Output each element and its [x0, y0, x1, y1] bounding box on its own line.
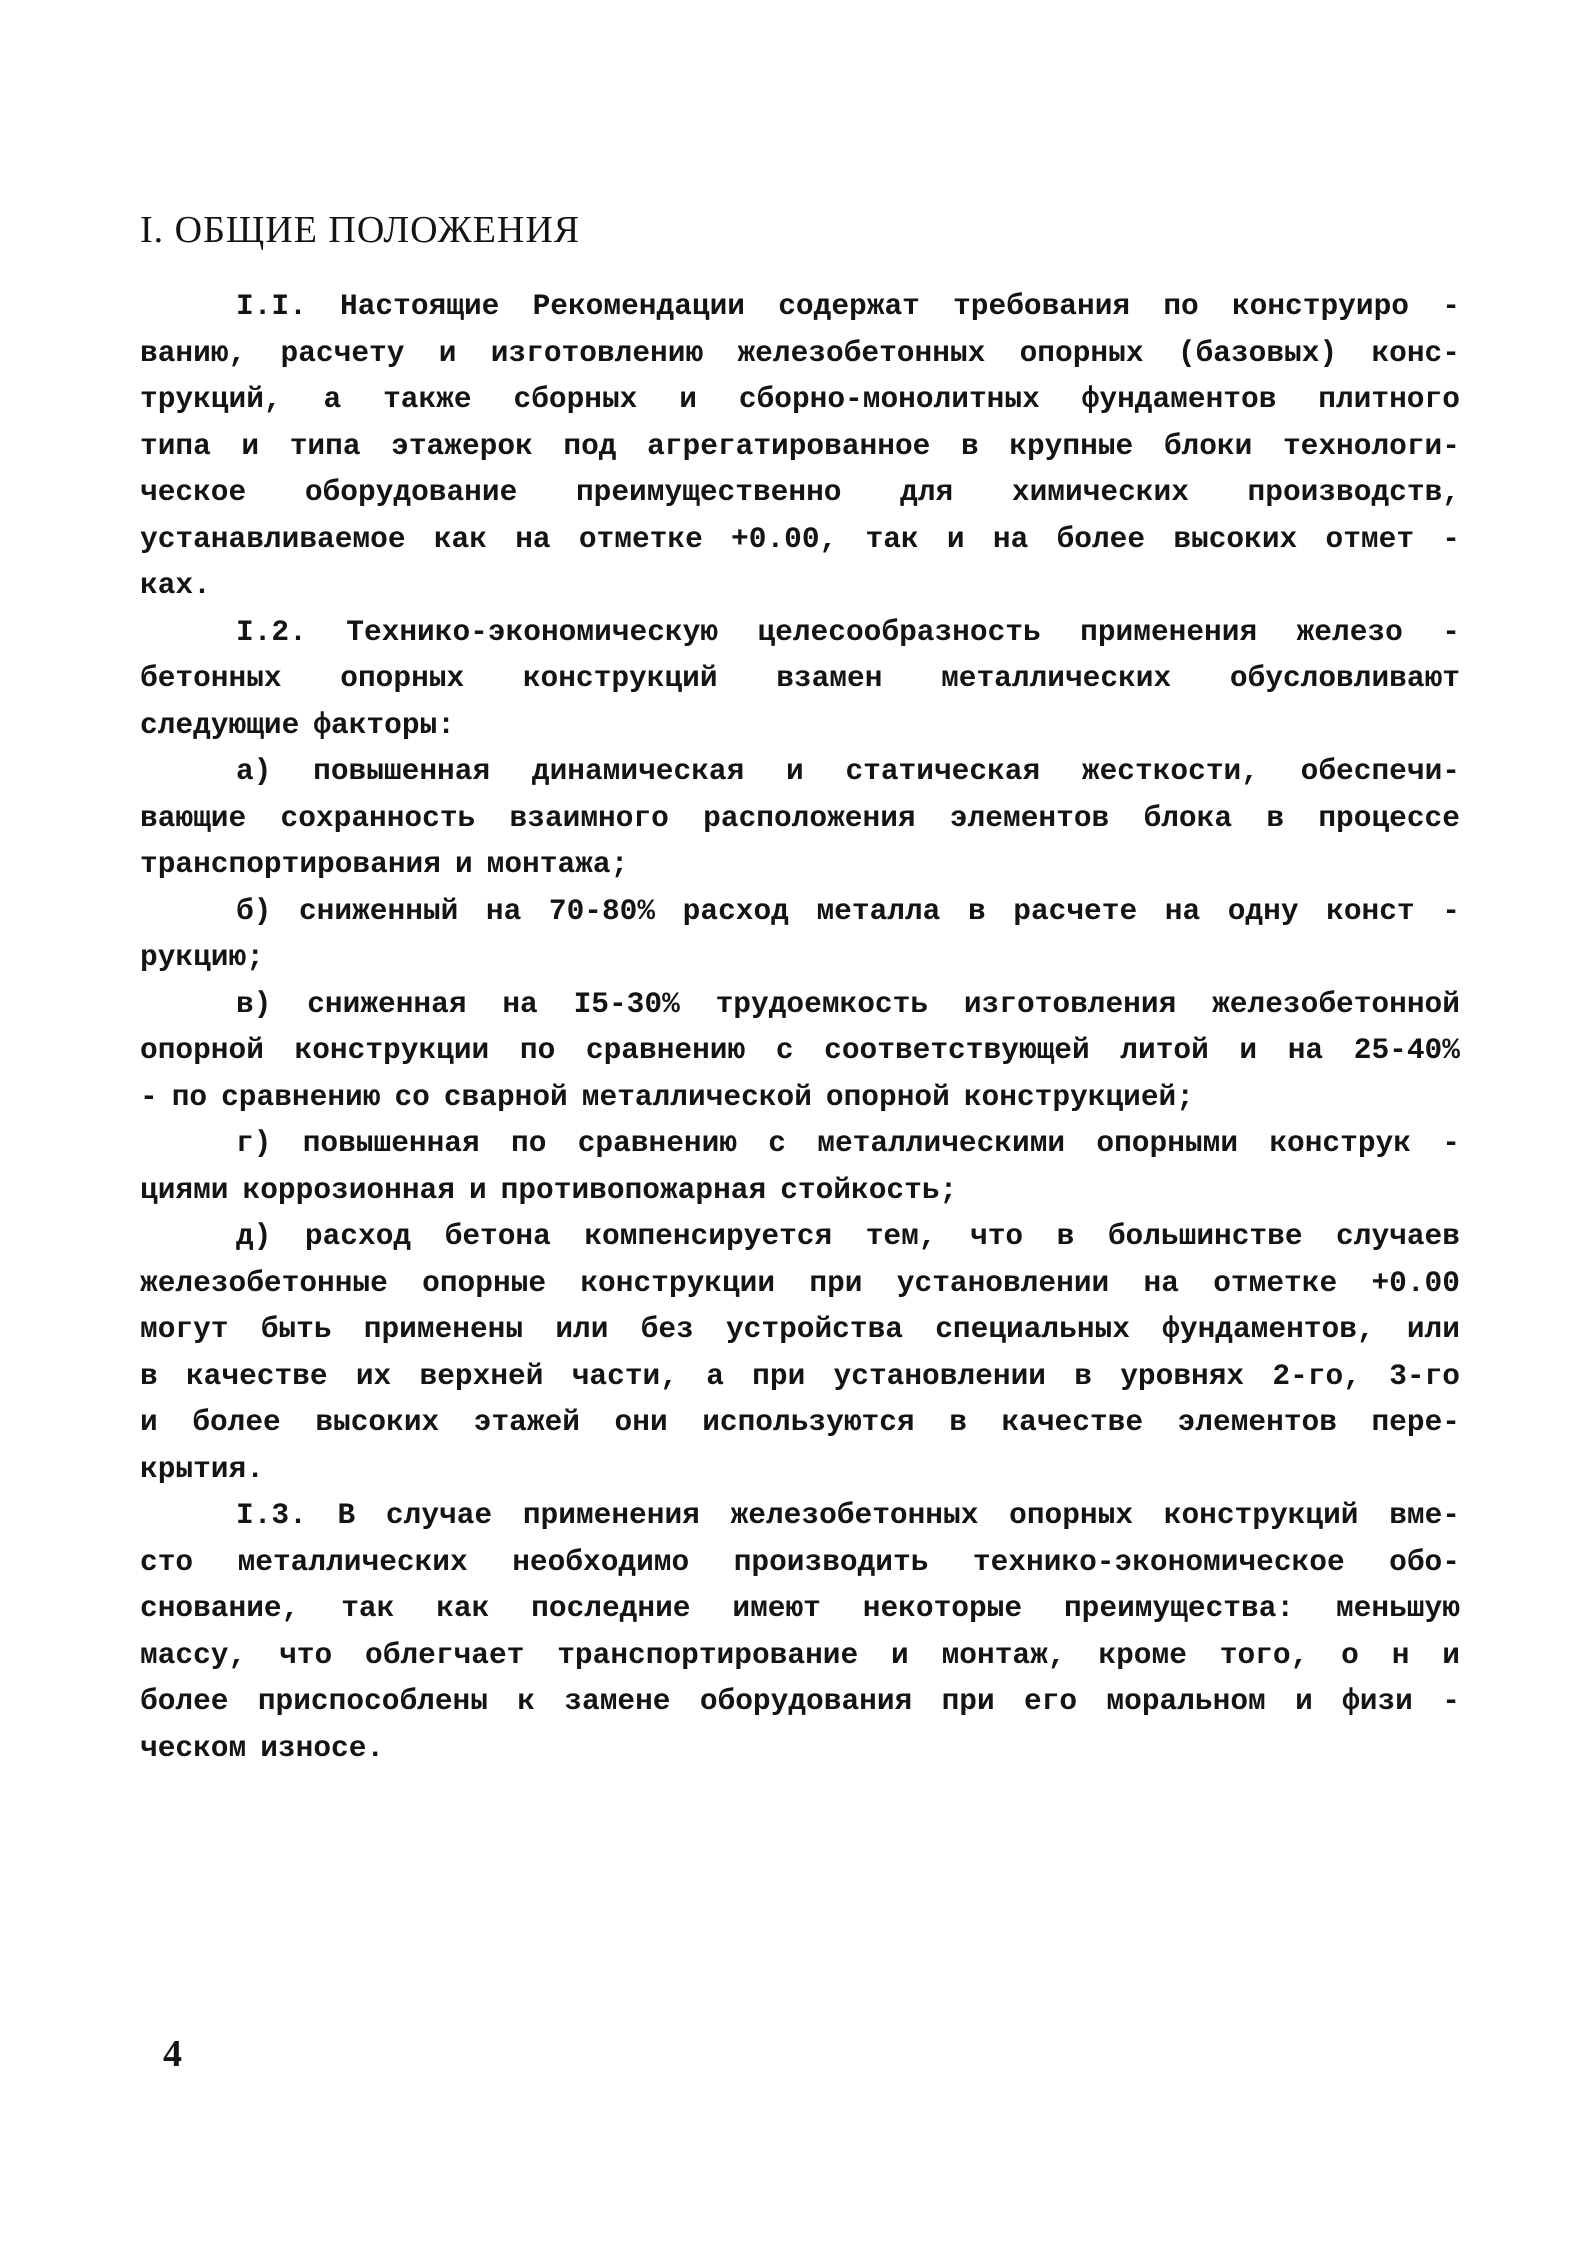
word: и — [1442, 1637, 1460, 1672]
word: приспособлены — [257, 1684, 488, 1718]
word: без — [640, 1312, 694, 1346]
word: в — [967, 893, 986, 928]
word: того, — [1219, 1637, 1309, 1672]
word: I.3. — [236, 1498, 307, 1532]
word: Технико-экономическую — [346, 614, 719, 649]
word: бетонных — [140, 661, 282, 695]
word: опорными — [1096, 1126, 1239, 1160]
word: д) — [236, 1219, 272, 1253]
word: оборудования — [699, 1684, 913, 1718]
word: специальных — [935, 1312, 1130, 1346]
word: конструкций — [522, 661, 718, 695]
text-line — [140, 376, 1460, 423]
word: последние — [531, 1591, 691, 1625]
text-line — [140, 1399, 1460, 1446]
word: его — [1024, 1684, 1078, 1718]
word: рукцию; — [140, 940, 264, 974]
word: с — [775, 1033, 794, 1067]
word: - — [1442, 893, 1460, 928]
word: высоких — [1173, 521, 1298, 556]
word: одну — [1227, 893, 1299, 928]
text-line — [140, 702, 1460, 749]
text-line — [140, 1632, 1460, 1679]
word: применения — [522, 1498, 700, 1532]
word: на — [1143, 1265, 1179, 1300]
word: и — [679, 382, 697, 416]
text-line — [140, 609, 1460, 656]
word: устройства — [725, 1312, 903, 1346]
word: и — [241, 428, 260, 463]
word: быть — [260, 1312, 332, 1346]
word: опорных — [1009, 1498, 1134, 1532]
word: сравнению — [221, 1079, 381, 1114]
word: сравнению — [577, 1126, 738, 1160]
word: - — [1442, 1684, 1460, 1718]
word: они — [614, 1405, 668, 1439]
word: установлении — [896, 1265, 1110, 1300]
word: трудоемкость — [715, 986, 929, 1021]
word: железобетонных — [730, 1498, 979, 1532]
word: и — [438, 335, 457, 370]
word: по — [1163, 289, 1199, 323]
word: железобетонной — [1212, 986, 1460, 1021]
word: и — [1295, 1684, 1313, 1718]
word: установлении — [833, 1358, 1046, 1393]
word: - — [1442, 289, 1460, 323]
text-line — [140, 1539, 1460, 1586]
text-line — [140, 795, 1460, 842]
word: процессе — [1318, 800, 1460, 835]
word: требования — [953, 289, 1131, 323]
word: так — [865, 521, 919, 556]
word: пере- — [1371, 1405, 1460, 1439]
word: крупные — [1009, 428, 1134, 463]
text-line — [140, 562, 1460, 609]
text-line — [140, 469, 1460, 516]
word: производств, — [1247, 475, 1460, 509]
word: транспортирования — [140, 847, 441, 881]
word: сравнению — [585, 1033, 746, 1067]
word: В — [337, 1498, 356, 1532]
word: или — [555, 1312, 609, 1346]
word: конструкции — [580, 1265, 776, 1300]
word: по — [171, 1079, 208, 1114]
word: что — [279, 1637, 333, 1672]
word: о — [1341, 1637, 1359, 1672]
word: ческом — [140, 1730, 247, 1765]
word: агрегатированное — [647, 428, 931, 463]
word: стойкость; — [780, 1172, 958, 1207]
word: с — [768, 1126, 786, 1160]
word: ванию, — [140, 335, 247, 370]
word: кроме — [1098, 1637, 1187, 1672]
word: циями — [140, 1172, 229, 1207]
text-line — [140, 1074, 1460, 1121]
word: - — [1442, 614, 1460, 649]
text-line — [140, 1725, 1460, 1772]
word: высоких — [315, 1405, 440, 1439]
word: и — [891, 1637, 909, 1672]
word: на — [485, 893, 522, 928]
word: элементов — [949, 800, 1110, 835]
word: в — [960, 428, 979, 463]
word: опорной — [140, 1033, 264, 1067]
word: как — [433, 521, 487, 556]
word: целесообразность — [757, 614, 1041, 649]
word: замене — [564, 1684, 671, 1718]
word: уровнях — [1120, 1358, 1245, 1393]
word: типа — [140, 428, 211, 463]
word: Рекомендации — [532, 289, 746, 323]
word: фундаментов — [1081, 382, 1277, 416]
word: износе. — [260, 1730, 385, 1765]
word: металла — [816, 893, 941, 928]
word: +0.00, — [731, 521, 838, 556]
word: железобетонных — [737, 335, 986, 370]
word: сто — [140, 1544, 194, 1579]
word: соответствующей — [824, 1033, 1090, 1067]
word: 25-40% — [1353, 1033, 1460, 1067]
word: технико-экономическое — [972, 1544, 1345, 1579]
word: взамен — [776, 661, 883, 695]
word: верхней — [419, 1358, 544, 1393]
word: сниженный — [298, 893, 459, 928]
word: 2-го, — [1272, 1358, 1361, 1393]
word: используются — [702, 1405, 915, 1439]
word: коррозионная — [242, 1172, 455, 1207]
word: конс- — [1371, 335, 1460, 370]
text-line — [140, 981, 1460, 1028]
word: транспортирование — [557, 1637, 859, 1672]
word: большинстве — [1107, 1219, 1303, 1253]
word: трукций, — [140, 382, 282, 416]
word: обусловливают — [1229, 661, 1460, 695]
word: - — [1442, 1126, 1460, 1160]
word: литой — [1120, 1033, 1209, 1067]
word: моральном — [1106, 1684, 1266, 1718]
word: +0.00 — [1371, 1265, 1460, 1300]
word: бетона — [444, 1219, 551, 1253]
word: 70-80% — [548, 893, 656, 928]
word: динамическая — [531, 754, 745, 788]
word: противопожарная — [500, 1172, 767, 1207]
word: или — [1406, 1312, 1460, 1346]
word: технологи- — [1282, 428, 1460, 463]
word: могут — [140, 1312, 229, 1346]
word: в — [1074, 1358, 1092, 1393]
word: на — [1287, 1033, 1324, 1067]
word: изготовлению — [490, 335, 704, 370]
word: конструиро — [1231, 289, 1409, 323]
word: расход — [304, 1219, 412, 1253]
word: тем, — [865, 1219, 937, 1253]
word: плитного — [1318, 382, 1460, 416]
word: в — [1266, 800, 1285, 835]
word: железобетонные — [140, 1265, 388, 1300]
word: случаев — [1336, 1219, 1460, 1253]
word: расчете — [1013, 893, 1138, 928]
word: имеют — [732, 1591, 821, 1625]
word: сохранность — [280, 800, 476, 835]
word: расположения — [703, 800, 916, 835]
text-line — [140, 1585, 1460, 1632]
word: опорных — [1019, 335, 1144, 370]
section-heading: I. ОБЩИЕ ПОЛОЖЕНИЯ — [140, 209, 581, 251]
word: обо- — [1389, 1544, 1460, 1579]
word: компенсируется — [584, 1219, 833, 1253]
word: меньшую — [1335, 1591, 1460, 1625]
word: и — [468, 1172, 487, 1207]
text-line — [140, 888, 1460, 935]
word: на — [992, 521, 1029, 556]
word: металлической — [581, 1079, 812, 1114]
word: б) — [236, 893, 272, 928]
text-line — [140, 1167, 1460, 1214]
word: отмет — [1325, 521, 1415, 556]
text-line — [140, 1260, 1460, 1307]
word: качестве — [185, 1358, 328, 1393]
word: при — [809, 1265, 863, 1300]
text-line — [140, 655, 1460, 702]
word: сниженная — [307, 986, 467, 1021]
page-number: 4 — [163, 2033, 182, 2075]
word: и — [1239, 1033, 1258, 1067]
word: 3-го — [1389, 1358, 1460, 1393]
word: более — [140, 1684, 229, 1718]
word: блока — [1143, 800, 1233, 835]
word: конст — [1326, 893, 1415, 928]
word: фундаментов, — [1162, 1312, 1375, 1346]
word: вающие — [140, 800, 247, 835]
word: части, — [571, 1358, 678, 1393]
word: по — [511, 1126, 547, 1160]
word: этажерок — [391, 428, 533, 463]
word: по — [519, 1033, 556, 1067]
word: Настоящие — [340, 289, 500, 323]
word: преимущества: — [1063, 1591, 1295, 1625]
text-line — [140, 934, 1460, 981]
word: физи — [1342, 1684, 1413, 1718]
word: повышенная — [302, 1126, 480, 1160]
text-line — [140, 1446, 1460, 1493]
word: на — [502, 986, 538, 1021]
word: производить — [733, 1544, 929, 1579]
word: ческое — [140, 475, 247, 509]
text-line — [140, 1306, 1460, 1353]
word: в) — [236, 986, 272, 1021]
word: а) — [236, 754, 272, 788]
word: ках. — [140, 568, 211, 602]
word: железо — [1296, 614, 1403, 649]
word: и — [454, 847, 473, 881]
word: опорных — [340, 661, 465, 695]
word: - — [140, 1079, 158, 1114]
text-line — [140, 1120, 1460, 1167]
word: как — [436, 1591, 490, 1625]
word: статическая — [845, 754, 1041, 788]
word: элементов — [1177, 1405, 1337, 1439]
word: под — [563, 428, 617, 463]
word: сборных — [513, 382, 638, 416]
word: что — [970, 1219, 1024, 1253]
word: факторы: — [313, 707, 455, 742]
word: случае — [385, 1498, 493, 1532]
text-line — [140, 1027, 1460, 1074]
word: и — [946, 521, 965, 556]
word: взаимного — [509, 800, 669, 835]
word: блоки — [1163, 428, 1253, 463]
word: отметке — [578, 521, 703, 556]
word: применения — [1080, 614, 1258, 649]
word: г) — [236, 1126, 272, 1160]
word: расход — [682, 893, 789, 928]
word: а — [706, 1358, 724, 1393]
text-line — [140, 283, 1460, 330]
word: облегчает — [365, 1637, 525, 1672]
word: при — [752, 1358, 806, 1393]
word: сборно-монолитных — [738, 382, 1040, 416]
word: со — [394, 1079, 430, 1114]
word: этажей — [473, 1405, 580, 1439]
word: снование, — [140, 1591, 300, 1625]
text-line — [140, 516, 1460, 563]
word: на — [1164, 893, 1201, 928]
word: устанавливаемое — [140, 521, 406, 556]
word: в — [949, 1405, 967, 1439]
word: (базовых) — [1177, 335, 1338, 370]
word: конструкции — [294, 1033, 490, 1067]
word: металлических — [941, 661, 1172, 695]
word: сварной — [443, 1079, 568, 1114]
word: также — [383, 382, 472, 416]
word: I.I. — [236, 289, 307, 323]
word: конструкцией; — [963, 1079, 1194, 1114]
word: повышенная — [313, 754, 491, 788]
text-line — [140, 1353, 1460, 1400]
word: монтаж, — [941, 1637, 1066, 1672]
word: более — [192, 1405, 281, 1439]
word: в — [140, 1358, 158, 1393]
word: необходимо — [512, 1544, 690, 1579]
word: металлическими — [817, 1126, 1066, 1160]
text-line — [140, 1492, 1460, 1539]
word: металлических — [237, 1544, 468, 1579]
word: их — [355, 1358, 392, 1393]
text-line — [140, 748, 1460, 795]
word: оборудование — [304, 475, 518, 509]
word: преимущественно — [575, 475, 842, 509]
word: для — [900, 475, 954, 509]
word: применены — [363, 1312, 524, 1346]
word: I.2. — [236, 614, 307, 649]
word: массу, — [140, 1637, 247, 1672]
word: - — [1442, 521, 1460, 556]
word: крытия. — [140, 1451, 264, 1486]
word: монтажа; — [486, 847, 629, 881]
word: химических — [1011, 475, 1189, 509]
word: содержат — [778, 289, 920, 323]
word: при — [941, 1684, 995, 1718]
word: так — [341, 1591, 395, 1625]
body-text — [140, 283, 1460, 1771]
word: н — [1391, 1637, 1410, 1672]
word: к — [517, 1684, 535, 1718]
word: жесткости, — [1081, 754, 1259, 788]
word: некоторые — [862, 1591, 1023, 1625]
word: и — [786, 754, 804, 788]
word: I5-30% — [573, 986, 680, 1021]
word: а — [323, 382, 342, 416]
text-line — [140, 423, 1460, 470]
text-line — [140, 1213, 1460, 1260]
word: качестве — [1001, 1405, 1144, 1439]
word: в — [1056, 1219, 1075, 1253]
word: обеспечи- — [1300, 754, 1460, 788]
word: изготовления — [963, 986, 1177, 1021]
word: опорные — [422, 1265, 547, 1300]
word: типа — [289, 428, 361, 463]
word: следующие — [140, 707, 300, 742]
word: расчету — [280, 335, 405, 370]
word: отметке — [1213, 1265, 1338, 1300]
word: опорной — [825, 1079, 950, 1114]
word: и — [140, 1405, 158, 1439]
word: более — [1056, 521, 1146, 556]
text-line — [140, 330, 1460, 377]
text-line — [140, 841, 1460, 888]
word: на — [515, 521, 551, 556]
word: вме- — [1389, 1498, 1460, 1532]
word: конструкций — [1163, 1498, 1359, 1532]
text-line — [140, 1678, 1460, 1725]
word: конструк — [1269, 1126, 1411, 1160]
